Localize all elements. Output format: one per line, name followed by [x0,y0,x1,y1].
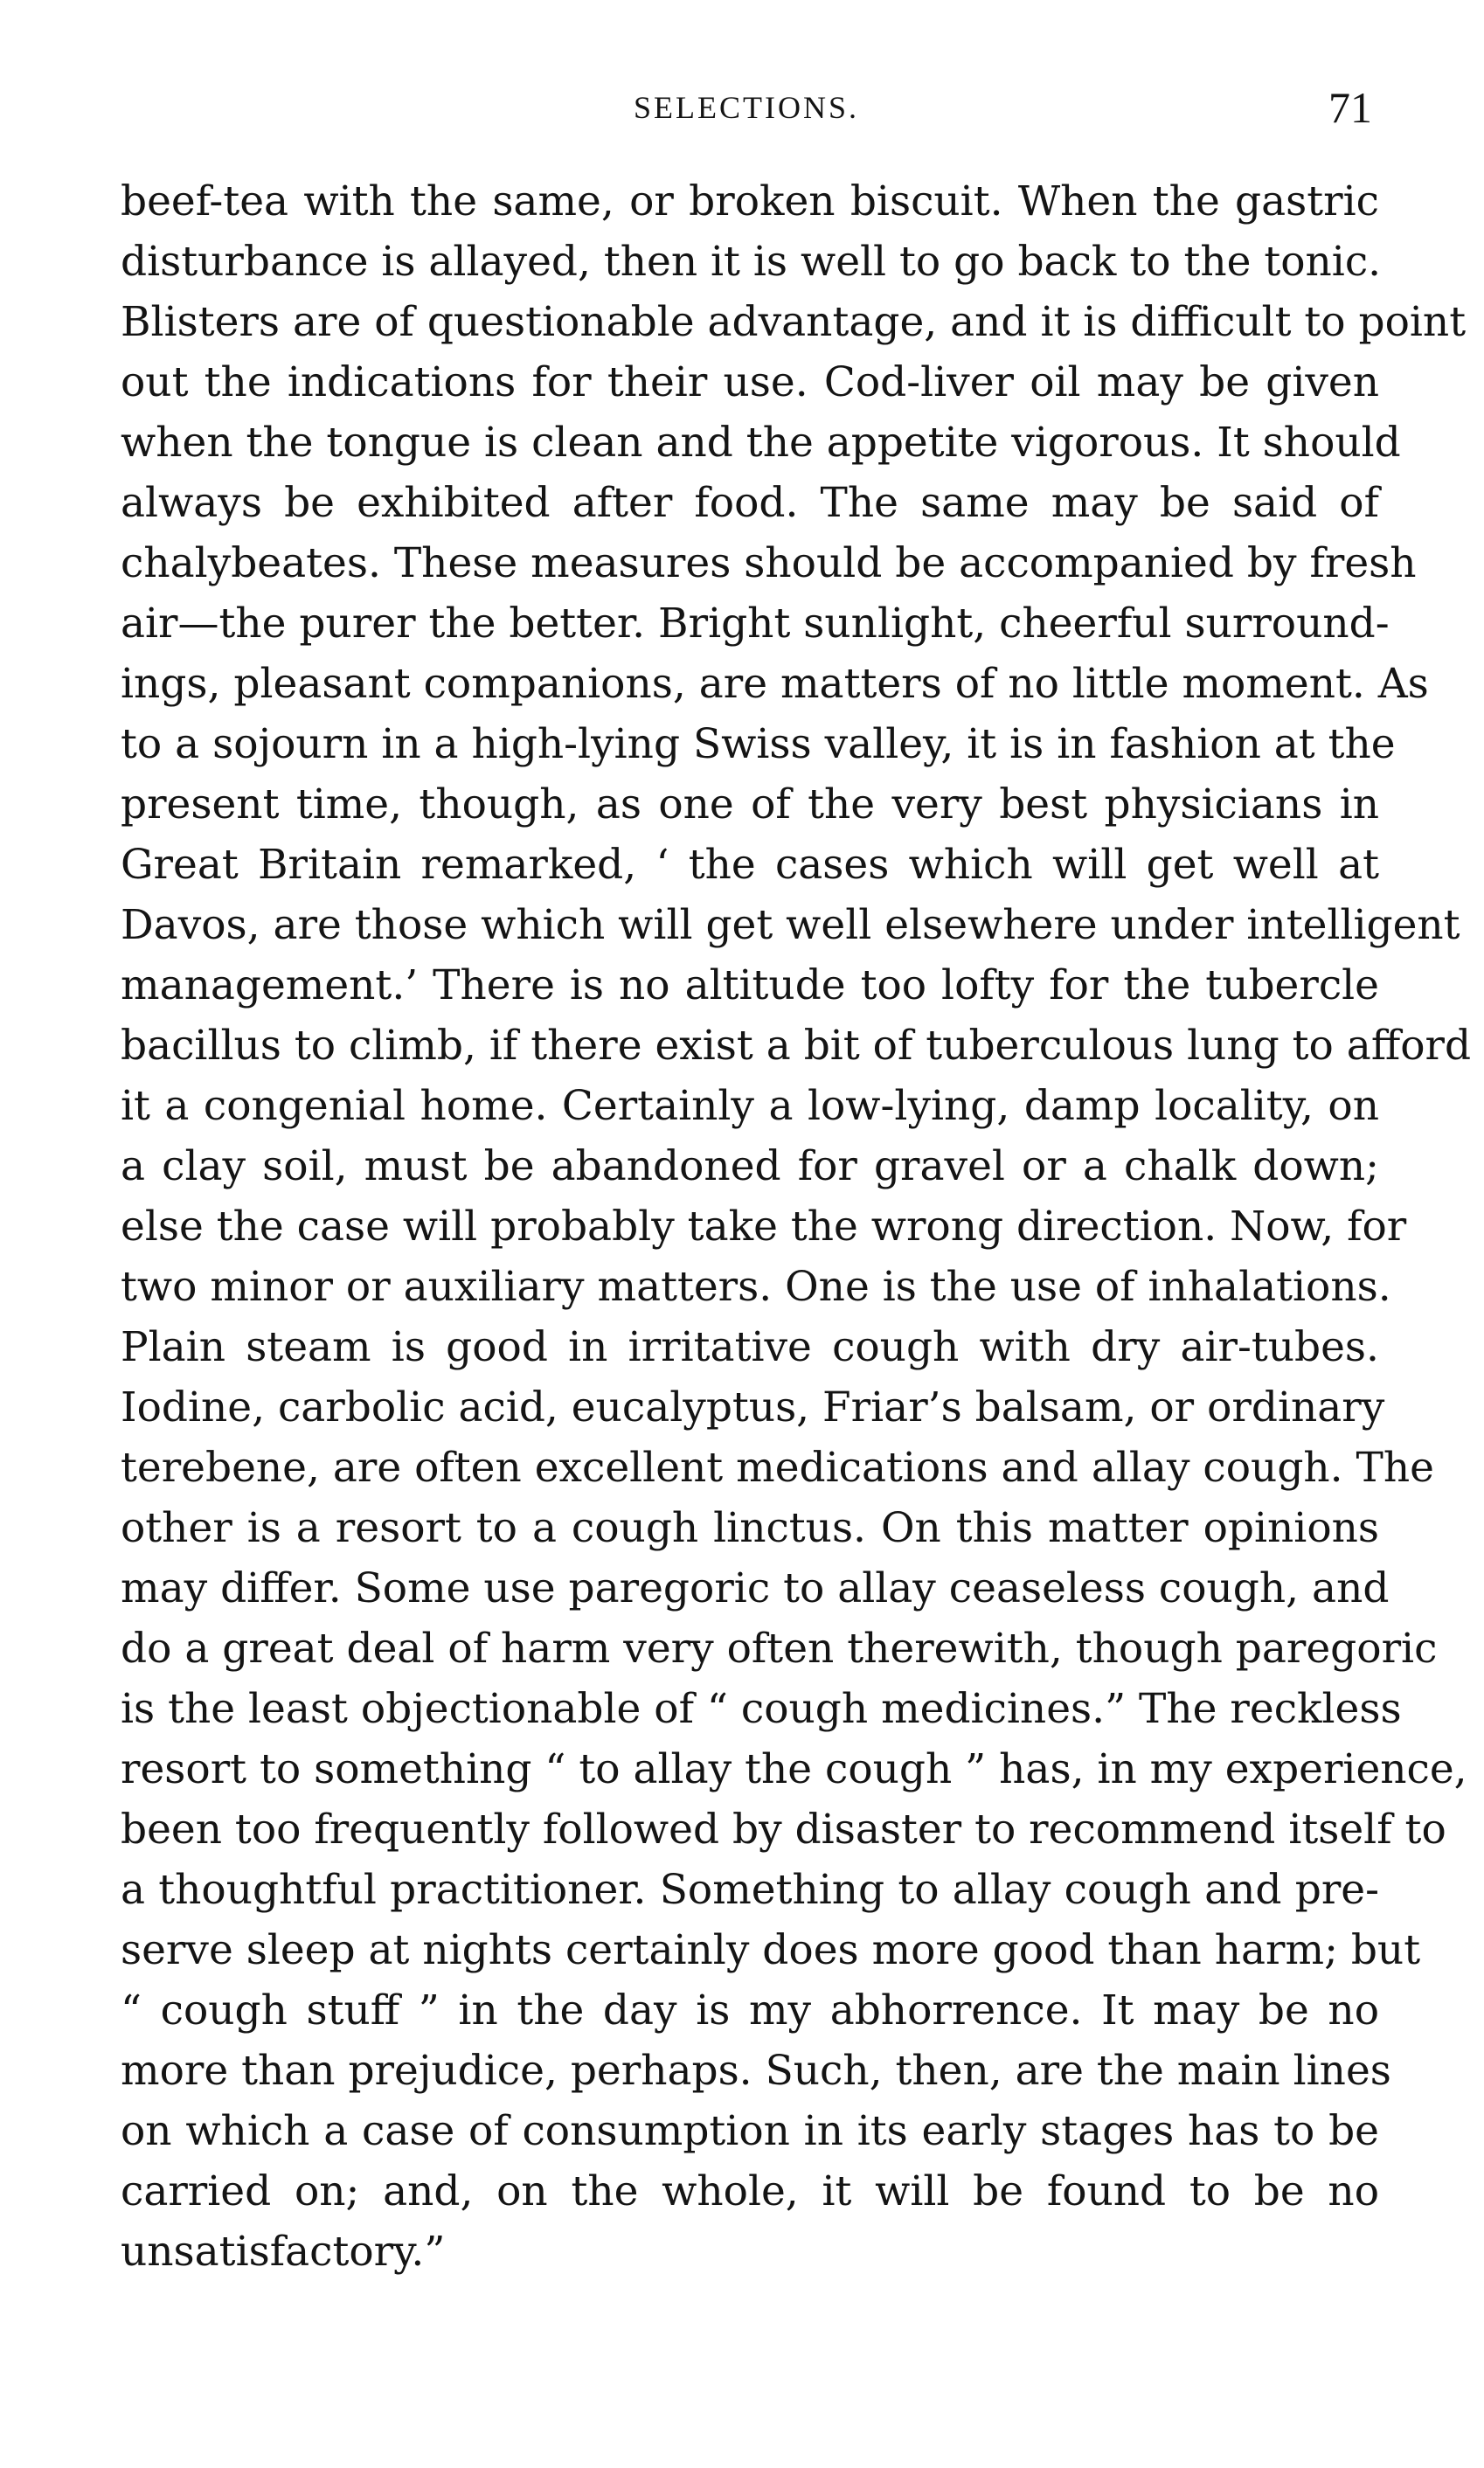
text-line: ings, pleasant companions, are matters of no little moment. As [121,660,1429,708]
text-line: disturbance is allayed, then it is well to go back to the tonic. [121,238,1382,286]
text-line: Blisters are of questionable advantage, and it is difficult to point [121,298,1467,346]
text-line: Plain steam is good in irritative cough with dry air-tubes. [121,1323,1379,1371]
text-line: serve sleep at nights certainly does more good than harm; but [121,1926,1421,1974]
text-line: terebene, are often excellent medications and allay cough. The [121,1444,1434,1492]
text-line: resort to something “ to allay the cough ” has, in my experience, [121,1745,1467,1793]
text-line: always be exhibited after food. The same may be said of [121,479,1379,527]
text-line: “ cough stuff ” in the day is my abhorrence. It may be no [121,1986,1379,2035]
text-line: do a great deal of harm very often therewith, though paregoric [121,1625,1438,1673]
text-line: carried on; and, on the whole, it will be found to be no [121,2167,1379,2215]
text-line: chalybeates. These measures should be accompanied by fresh [121,539,1417,587]
text-line: a thoughtful practitioner. Something to allay cough and pre- [121,1866,1379,1914]
text-line: is the least objectionable of “ cough medicines.” The reckless [121,1685,1402,1733]
text-line: on which a case of consumption in its early stages has to be [121,2107,1379,2155]
text-line: management.’ There is no altitude too lofty for the tubercle [121,961,1379,1009]
text-line: been too frequently followed by disaster to recommend itself to [121,1806,1446,1854]
text-line: Davos, are those which will get well elsewhere under intelligent [121,901,1460,949]
text-line: beef-tea with the same, or broken biscuit. When the gastric [121,177,1379,225]
running-head [121,83,1372,138]
text-line: to a sojourn in a high-lying Swiss valley, it is in fashion at the [121,720,1396,768]
text-line: Iodine, carbolic acid, eucalyptus, Friar’s balsam, or ordinary [121,1383,1385,1432]
text-line: bacillus to climb, if there exist a bit of tuberculous lung to afford [121,1022,1472,1070]
text-line: more than prejudice, perhaps. Such, then, are the main lines [121,2047,1391,2095]
text-line: present time, though, as one of the very best physicians in [121,780,1379,828]
text-line: when the tongue is clean and the appetite vigorous. It should [121,419,1401,467]
text-line: other is a resort to a cough linctus. On this matter opinions [121,1504,1379,1552]
text-line: two minor or auxiliary matters. One is the use of inhalations. [121,1263,1391,1311]
body-text [121,171,1472,2282]
text-line: unsatisfactory.” [121,2228,446,2276]
text-line: out the indications for their use. Cod-liver oil may be given [121,358,1379,406]
text-line: it a congenial home. Certainly a low-lying, damp locality, on [121,1082,1379,1130]
text-line: a clay soil, must be abandoned for gravel or a chalk down; [121,1142,1379,1190]
text-line: air—the purer the better. Bright sunlight, cheerful surround- [121,600,1390,648]
running-title: SELECTIONS. [634,90,859,125]
text-line: may differ. Some use paregoric to allay ceaseless cough, and [121,1564,1390,1612]
text-line: Great Britain remarked, ‘ the cases which will get well at [121,841,1379,889]
page-number: 71 [1328,83,1372,132]
text-line: else the case will probably take the wrong direction. Now, for [121,1203,1407,1251]
